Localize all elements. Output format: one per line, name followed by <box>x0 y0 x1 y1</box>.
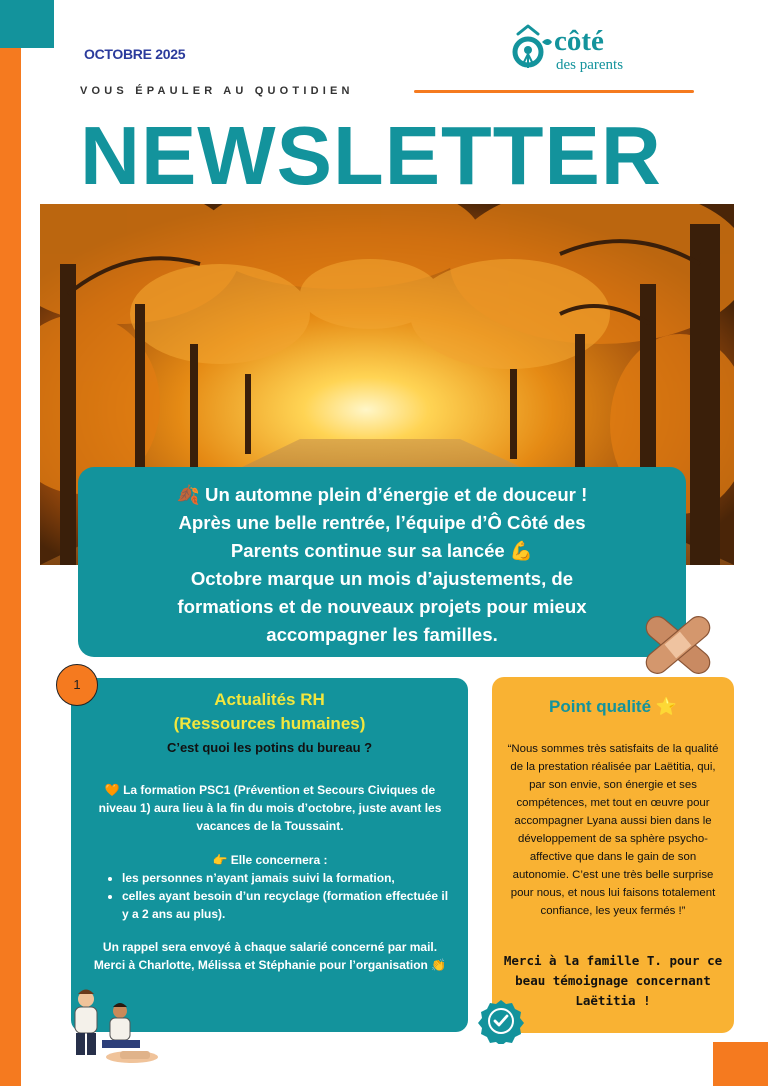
intro-line: Après une belle rentrée, l’équipe d’Ô Côté des <box>178 512 586 533</box>
intro-line: Octobre marque un mois d’ajustements, de <box>190 568 574 589</box>
hr-reminder-line: Un rappel sera envoyé à chaque salarié concerné par mail. <box>102 940 438 954</box>
newsletter-title: NEWSLETTER <box>80 109 662 202</box>
quality-title: Point qualité ⭐ <box>549 697 677 716</box>
testimonial-thanks: Merci à la famille T. pour ce beau témoignage concernant Laëtitia ! <box>503 953 723 1008</box>
bottom-right-corner-block <box>713 1042 768 1086</box>
logo-subtitle: des parents <box>556 57 624 73</box>
hr-title <box>71 688 468 736</box>
hr-title-line: (Ressources humaines) <box>173 714 366 733</box>
intro-line: formations et de nouveaux projets pour mieux <box>177 596 587 617</box>
top-left-corner-block <box>0 0 54 48</box>
hr-training-paragraph: 🧡 La formation PSC1 (Prévention et Secours Civiques de niveau 1) aura lieu à la fin du mois d’octobre, juste avant les vacances de la Toussaint. <box>98 783 442 833</box>
testimonial-quote: “Nous sommes très satisfaits de la qualité de la prestation réalisée par Laëtitia, qui, par son envie, son énergie et ses compétences, met tout en œuvre pour accompagner Lyana aussi bien dans le développement de sa sphère psycho-affective que dans le gain de son autonomie. C’est une très belle surprise pour nous, et nous lui faisons totalement confiance, les yeux fermés !” <box>507 743 719 917</box>
intro-line: Parents continue sur sa lancée 💪 <box>230 540 534 561</box>
hr-reminder-text <box>90 938 450 974</box>
section-number-badge: 1 <box>56 664 98 706</box>
tagline-divider <box>414 90 694 93</box>
intro-line: accompagner les familles. <box>266 624 498 645</box>
intro-text <box>88 481 676 649</box>
list-item: • celles ayant besoin d’un recyclage (formation effectuée il y a 2 ans au plus). <box>122 887 452 923</box>
hr-thanks-line: Merci à Charlotte, Mélissa et Stéphanie pour l’organisation 👏 <box>93 958 447 972</box>
hr-title-line: Actualités RH <box>214 690 325 709</box>
left-accent-bar <box>0 0 21 1086</box>
logo-name: côté <box>554 25 604 57</box>
intro-line: 🍂 Un automne plein d’énergie et de douceur ! <box>176 484 588 505</box>
first-aid-people-icon <box>62 985 160 1065</box>
bandage-icon <box>640 612 716 678</box>
hr-concerns-heading: 👉 Elle concernera : <box>212 853 328 867</box>
checkmark-badge-icon <box>478 998 524 1044</box>
issue-date: OCTOBRE 2025 <box>84 46 186 62</box>
tagline: VOUS ÉPAULER AU QUOTIDIEN <box>80 85 354 97</box>
list-item: • les personnes n’ayant jamais suivi la formation, <box>122 869 452 887</box>
hr-subtitle: C’est quoi les potins du bureau ? <box>166 740 373 755</box>
hr-concerns-list <box>104 869 452 923</box>
